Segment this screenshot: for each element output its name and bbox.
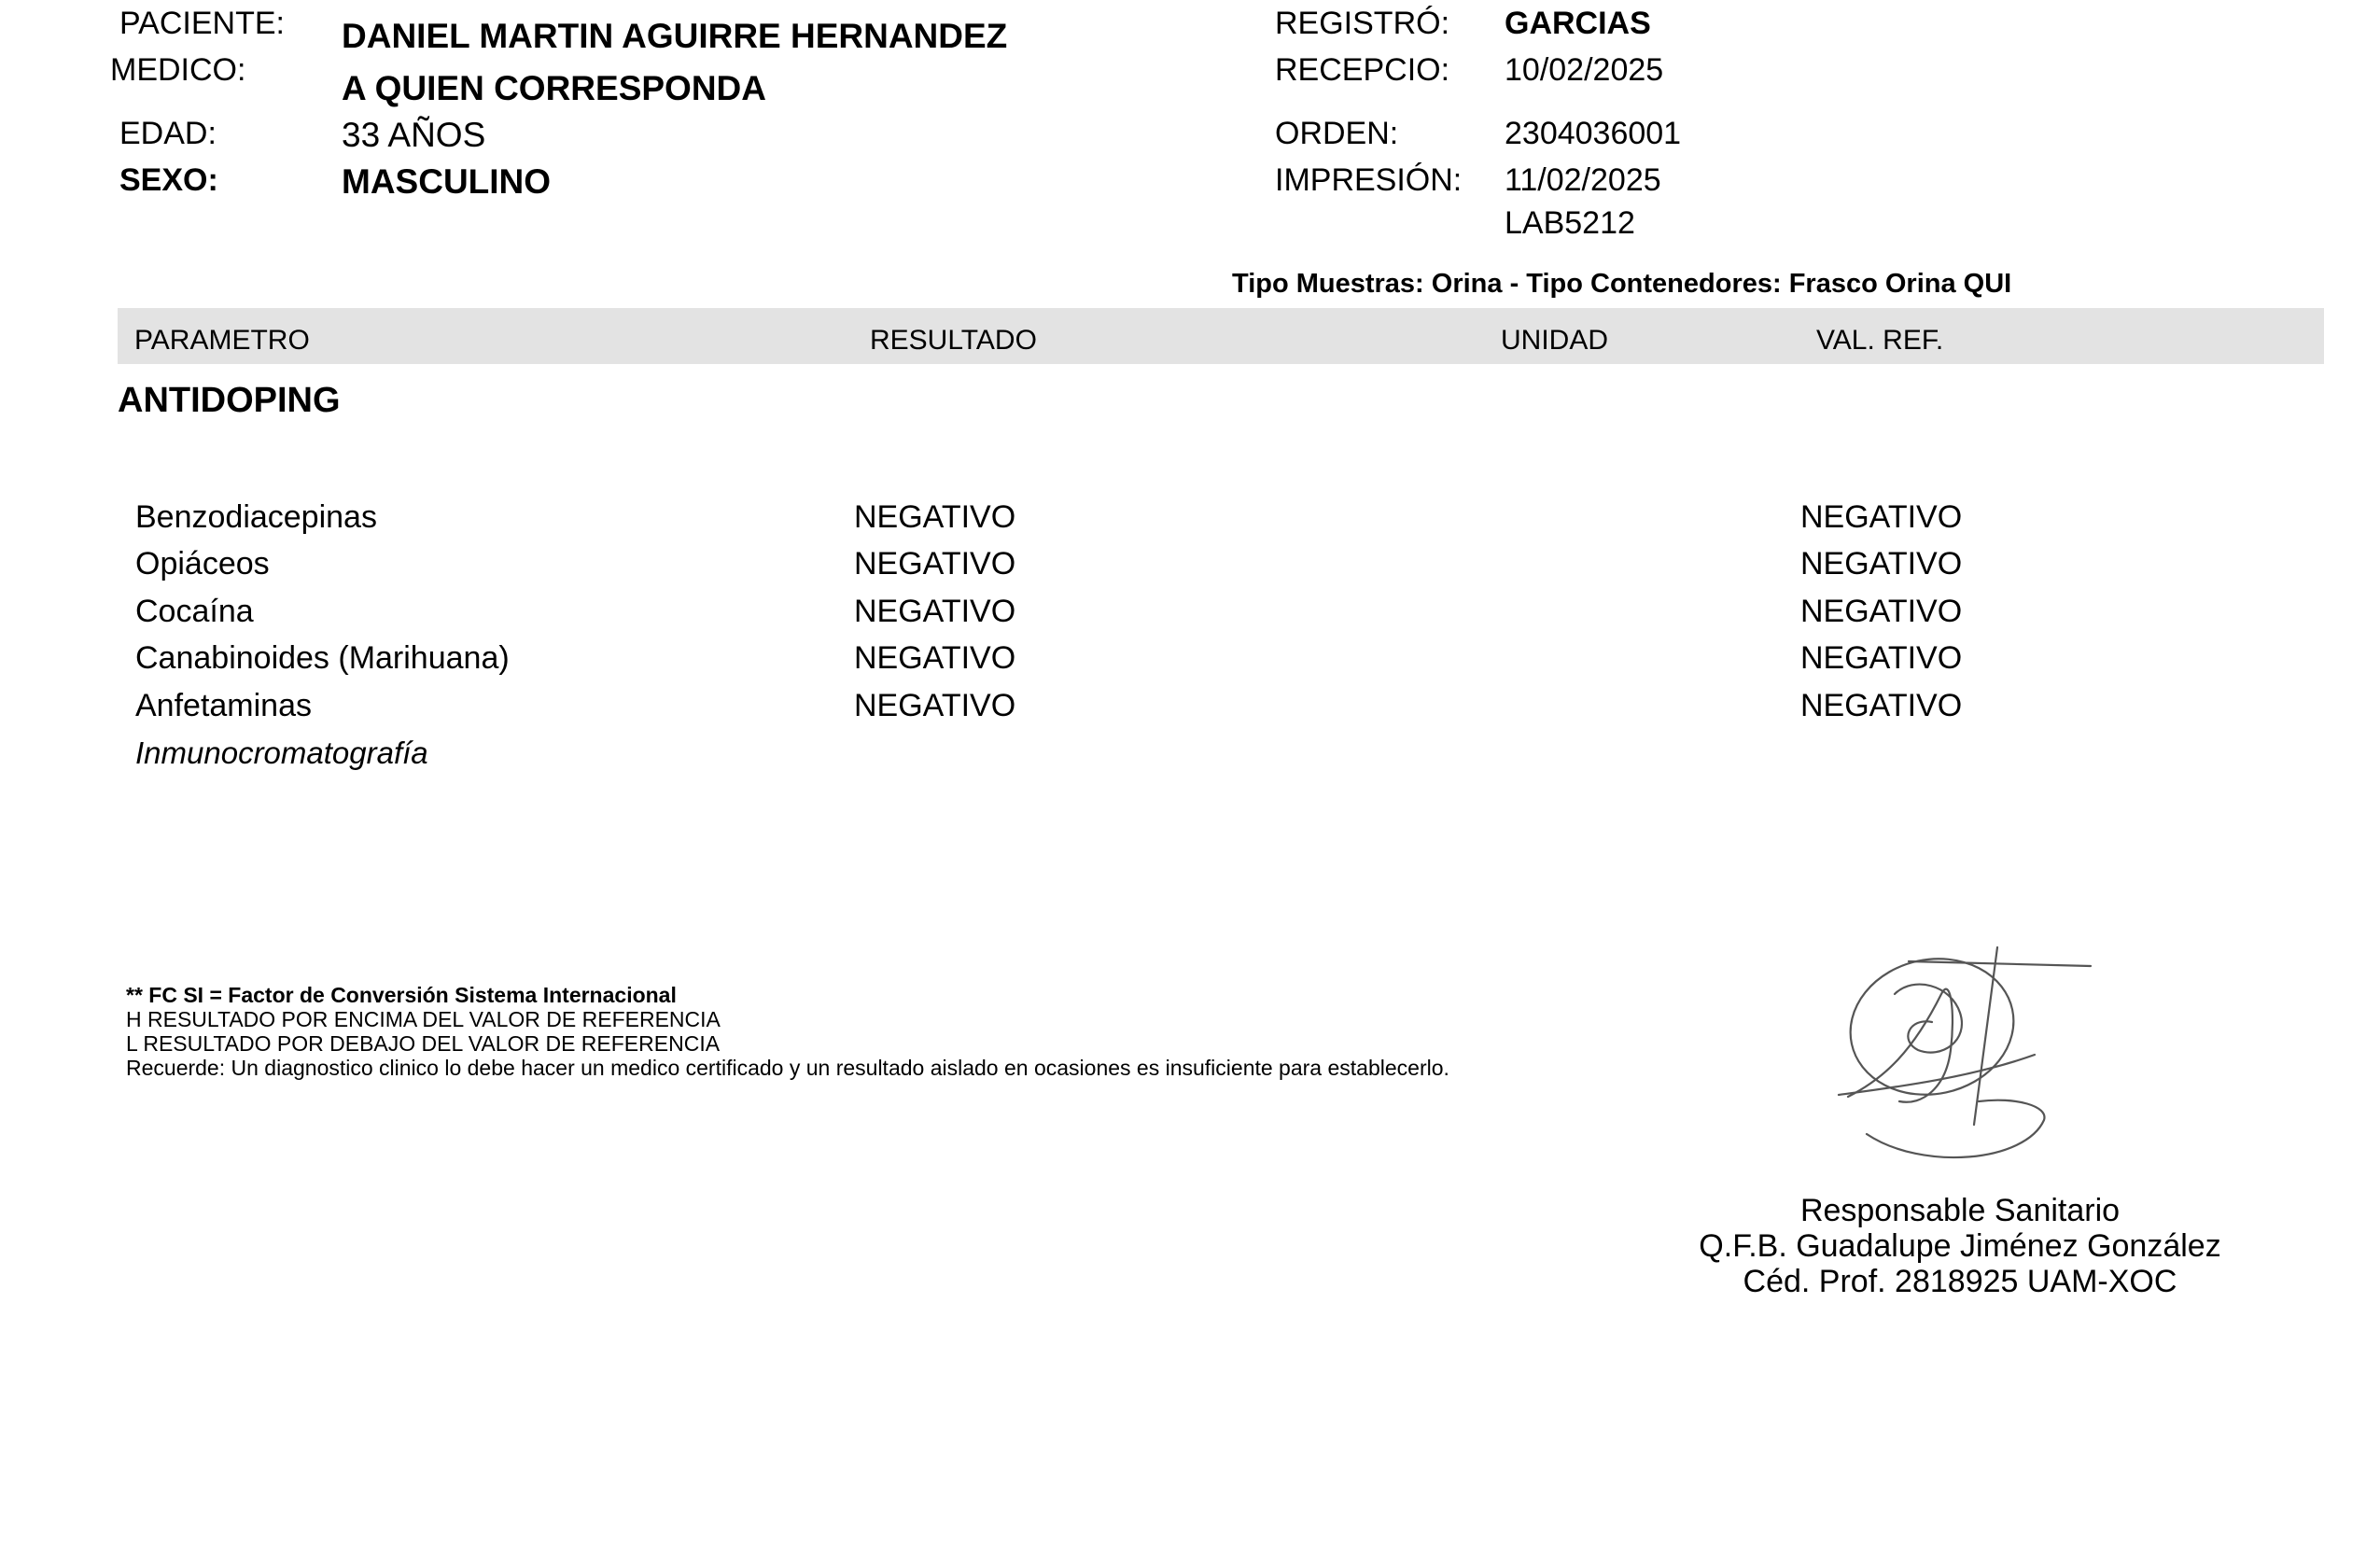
row-resultado: NEGATIVO [854,546,1016,581]
impresion-label: IMPRESIÓN: [1275,162,1463,198]
signature-block [1661,1193,2259,1299]
row-val-ref: NEGATIVO [1800,594,1963,629]
sexo-value: MASCULINO [342,162,552,201]
table-header [118,308,2324,364]
signature-stroke [1839,1055,2035,1095]
row-resultado: NEGATIVO [854,594,1016,629]
paciente-value: DANIEL MARTIN AGUIRRE HERNANDEZ [342,17,1008,55]
recepcio-label: RECEPCIO: [1275,52,1450,88]
row-resultado: NEGATIVO [854,688,1016,723]
row-parametro: Opiáceos [135,546,270,581]
edad-label: EDAD: [119,116,217,151]
lab-code: LAB5212 [1505,205,1635,241]
row-parametro: Canabinoides (Marihuana) [135,640,510,676]
signature-role: Responsable Sanitario [1799,1193,2121,1228]
row-parametro: Benzodiacepinas [135,499,377,535]
orden-label: ORDEN: [1275,116,1399,151]
header-unidad: UNIDAD [1501,325,1609,356]
row-parametro: Anfetaminas [135,688,312,723]
signature-license: Céd. Prof. 2818925 UAM-XOC [1743,1264,2177,1299]
row-parametro: Cocaína [135,594,254,629]
header-val-ref: VAL. REF. [1816,325,1944,356]
row-resultado: NEGATIVO [854,640,1016,676]
footnote-fc-si: ** FC SI = Factor de Conversión Sistema Internacional [126,983,677,1007]
signature-stroke [1867,1100,2044,1157]
medico-value: A QUIEN CORRESPONDA [342,69,767,107]
signature-name: Q.F.B. Guadalupe Jiménez González [1699,1228,2221,1264]
signature-stroke [1909,961,2091,966]
sexo-label: SEXO: [119,162,218,198]
footnotes [126,983,1449,1080]
footnote-h: H RESULTADO POR ENCIMA DEL VALOR DE REFERENCIA [126,1007,721,1031]
signature-stroke [1974,947,1997,1125]
method-note: Inmunocromatografía [135,735,428,770]
medico-label: MEDICO: [110,52,246,88]
header-parametro: PARAMETRO [134,325,310,356]
row-val-ref: NEGATIVO [1800,546,1963,581]
recepcio-value: 10/02/2025 [1505,52,1664,88]
row-val-ref: NEGATIVO [1800,499,1963,535]
row-val-ref: NEGATIVO [1800,688,1963,723]
edad-value: 33 AÑOS [342,116,486,154]
header-resultado: RESULTADO [870,325,1037,356]
sample-info: Tipo Muestras: Orina - Tipo Contenedores: Frasco Orina QUI [1232,269,2012,299]
footnote-disclaimer: Recuerde: Un diagnostico clinico lo debe hacer un medico certificado y un resultado aislado en ocasiones es insuficiente para establecerlo. [126,1056,1449,1080]
registro-label: REGISTRÓ: [1275,6,1450,41]
registro-value: GARCIAS [1505,6,1651,41]
row-val-ref: NEGATIVO [1800,640,1963,676]
impresion-value: 11/02/2025 [1505,162,1661,198]
paciente-label: PACIENTE: [119,6,285,41]
signature-image [1811,938,2109,1181]
row-resultado: NEGATIVO [854,499,1016,535]
footnote-l: L RESULTADO POR DEBAJO DEL VALOR DE REFERENCIA [126,1031,721,1056]
signature-stroke [1848,989,1953,1102]
signature-loop [1838,944,2026,1109]
orden-value: 2304036001 [1505,116,1682,151]
section-title: ANTIDOPING [118,381,341,420]
